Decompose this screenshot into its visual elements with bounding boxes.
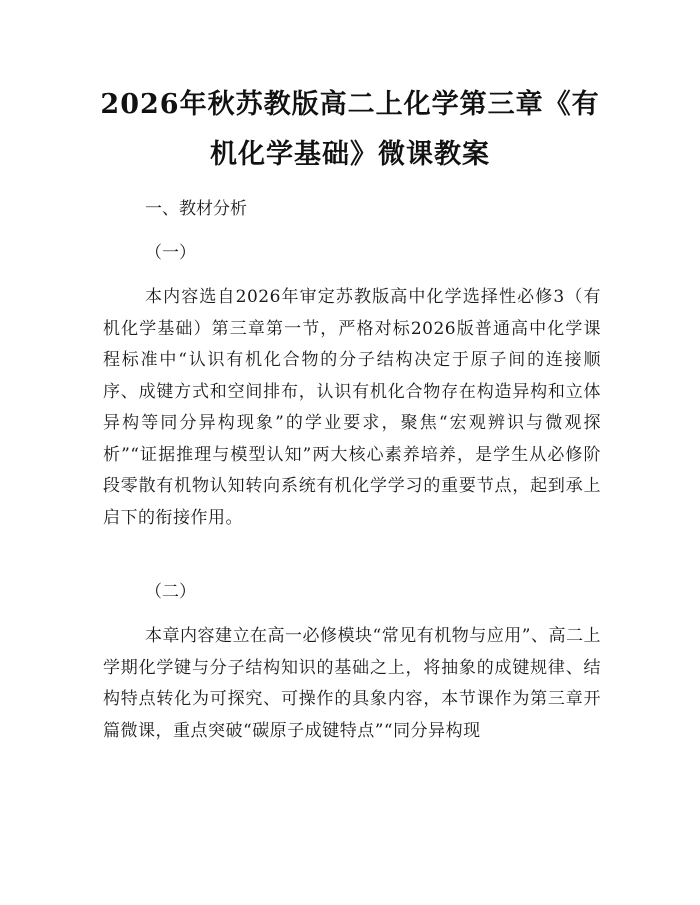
paragraph-2: 本章内容建立在高一必修模块“常见有机物与应用”、高二上学期化学键与分子结构知识的基础之上，将抽象的成键规律、结构特点转化为可探究、可操作的具象内容，本节课作为第三章开篇微课，重点突破“碳原子成键特点”“同分异构现 <box>103 626 601 741</box>
subsection-heading-1: （一） <box>145 243 196 263</box>
section-heading: 一、教材分析 <box>145 199 247 219</box>
paragraph-1: 本内容选自2026年审定苏教版高中化学选择性必修3（有机化学基础）第三章第一节，严格对标2026版普通高中化学课程标准中“认识有机化合物的分子结构决定于原子间的连接顺序、成键方式和空间排布，认识有机化合物存在构造异构和立体异构等同分异构现象”的学业要求，聚焦“宏观辨识与微观探析”“证据推理与模型认知”两大核心素养培养，是学生从必修阶段零散有机物认知转向系统有机化学学习的重要节点，起到承上启下的衔接作用。 <box>103 287 601 528</box>
document-title: 2026年秋苏教版高二上化学第三章《有机化学基础》微课教案 <box>100 89 600 170</box>
subsection-heading-2: （二） <box>145 582 196 602</box>
